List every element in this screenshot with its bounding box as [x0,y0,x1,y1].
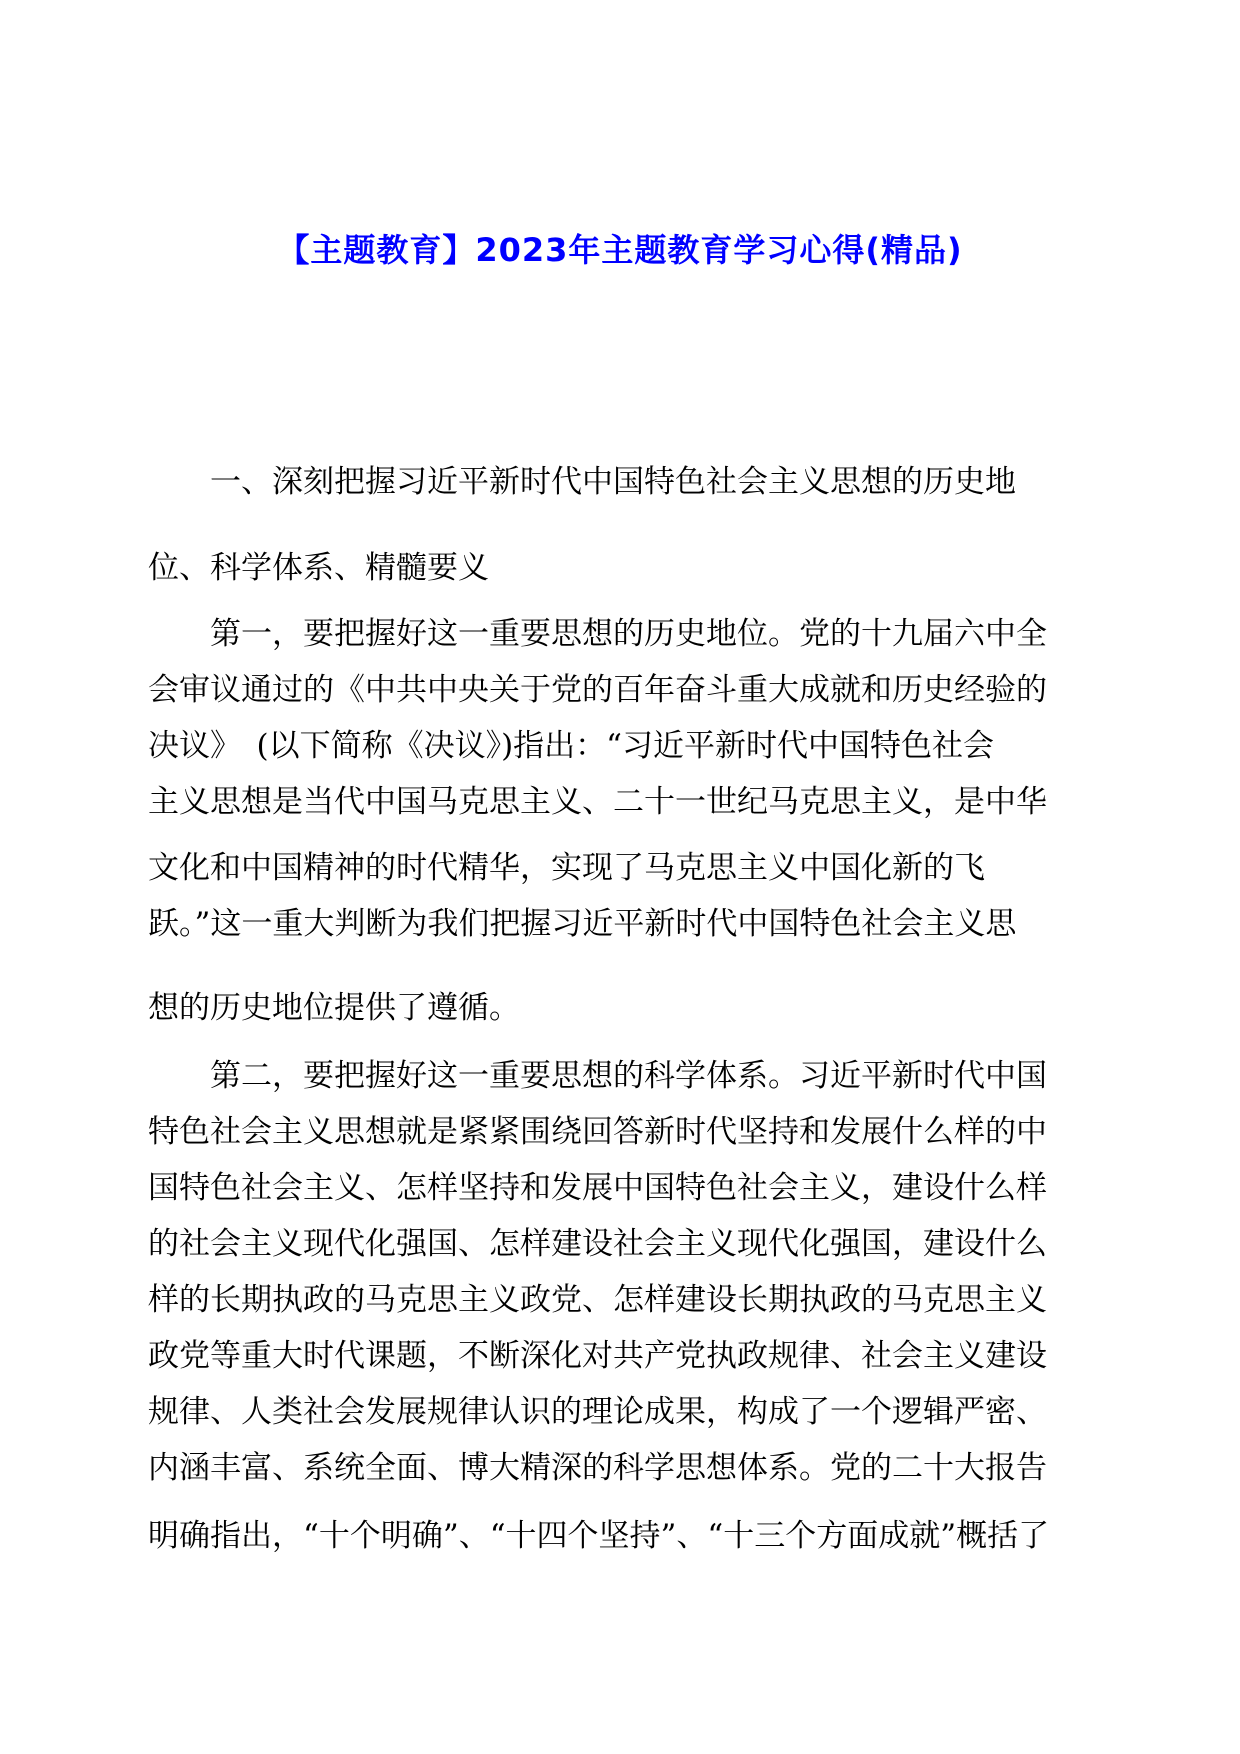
paragraph-line: 规律、人类社会发展规律认识的理论成果，构成了一个逻辑严密、 [148,1394,1047,1430]
paragraph-line: 第一，要把握好这一重要思想的历史地位。党的十九届六中全 [148,616,1047,652]
paragraph-line: 跃。”这一重大判断为我们把握习近平新时代中国特色社会主义思 [148,906,1017,942]
paragraph-line: 样的长期执政的马克思主义政党、怎样建设长期执政的马克思主义 [148,1282,1047,1318]
paragraph-line: 决议》 (以下简称《决议》)指出：“习近平新时代中国特色社会 [148,728,995,764]
paragraph-line: 想的历史地位提供了遵循。 [148,990,520,1026]
paragraph-line: 第二，要把握好这一重要思想的科学体系。习近平新时代中国 [148,1058,1047,1094]
paragraph-line: 政党等重大时代课题，不断深化对共产党执政规律、社会主义建设 [148,1338,1047,1374]
paragraph-line: 的社会主义现代化强国、怎样建设社会主义现代化强国，建设什么 [148,1226,1047,1262]
paragraph-line: 文化和中国精神的时代精华，实现了马克思主义中国化新的飞 [148,850,985,886]
paragraph-line: 主义思想是当代中国马克思主义、二十一世纪马克思主义，是中华 [148,784,1047,820]
paragraph-line: 位、科学体系、精髓要义 [148,550,489,586]
paragraph-line: 明确指出，“十个明确”、“十四个坚持”、“十三个方面成就”概括了 [148,1518,1050,1554]
paragraph-line: 特色社会主义思想就是紧紧围绕回答新时代坚持和发展什么样的中 [148,1114,1047,1150]
paragraph-line: 内涵丰富、系统全面、博大精深的科学思想体系。党的二十大报告 [148,1450,1047,1486]
document-title: 【主题教育】2023年主题教育学习心得(精品) [277,231,963,269]
paragraph-line: 国特色社会主义、怎样坚持和发展中国特色社会主义，建设什么样 [148,1170,1047,1206]
paragraph-line: 一、深刻把握习近平新时代中国特色社会主义思想的历史地 [148,464,1016,500]
paragraph-line: 会审议通过的《中共中央关于党的百年奋斗重大成就和历史经验的 [148,672,1047,708]
